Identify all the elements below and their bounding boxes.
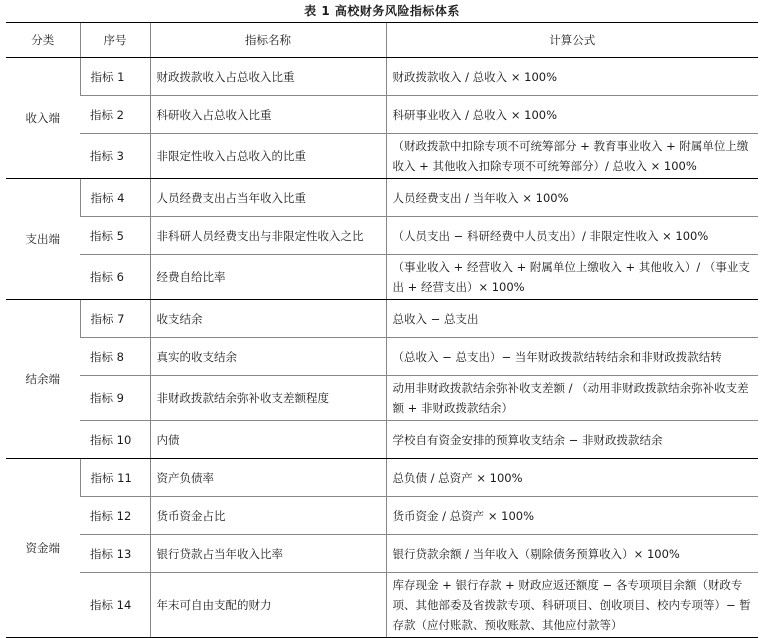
- header-name: 指标名称: [150, 23, 386, 58]
- indicator-name: 年末可自由支配的财力: [150, 573, 386, 638]
- indicator-number: 指标 11: [80, 459, 150, 497]
- table-row: [6, 96, 758, 134]
- indicator-name: 经费自给比率: [150, 255, 386, 300]
- indicator-name: 科研收入占总收入比重: [150, 96, 386, 134]
- table-row: [6, 217, 758, 255]
- indicator-name: 真实的收支结余: [150, 338, 386, 376]
- indicator-number: 指标 5: [80, 217, 150, 255]
- indicator-formula: 总收入 − 总支出: [386, 300, 758, 338]
- indicator-number: 指标 4: [80, 179, 150, 217]
- indicator-formula: 财政拨款收入 / 总收入 × 100%: [386, 58, 758, 96]
- header-category: 分类: [6, 23, 80, 58]
- indicator-formula: 学校自有资金安排的预算收支结余 − 非财政拨款结余: [386, 421, 758, 459]
- table-row: [6, 179, 758, 217]
- indicator-name: 非财政拨款结余弥补收支差额程度: [150, 376, 386, 421]
- table-row: [6, 338, 758, 376]
- indicator-formula: （事业收入 + 经营收入 + 附属单位上缴收入 + 其他收入）/ （事业支出 + 经营支出）× 100%: [386, 255, 758, 300]
- table-row: [6, 255, 758, 300]
- header-formula: 计算公式: [386, 23, 758, 58]
- indicator-name: 银行贷款占当年收入比率: [150, 535, 386, 573]
- indicator-formula: 银行贷款余额 / 当年收入（剔除债务预算收入）× 100%: [386, 535, 758, 573]
- indicator-number: 指标 2: [80, 96, 150, 134]
- indicator-number: 指标 3: [80, 134, 150, 179]
- indicator-formula: 总负债 / 总资产 × 100%: [386, 459, 758, 497]
- indicator-name: 货币资金占比: [150, 497, 386, 535]
- table-row: [6, 573, 758, 638]
- indicator-formula: 货币资金 / 总资产 × 100%: [386, 497, 758, 535]
- table-row: [6, 497, 758, 535]
- risk-indicator-table: [6, 22, 758, 638]
- indicator-name: 非科研人员经费支出与非限定性收入之比: [150, 217, 386, 255]
- indicator-formula: 科研事业收入 / 总收入 × 100%: [386, 96, 758, 134]
- indicator-name: 资产负债率: [150, 459, 386, 497]
- indicator-number: 指标 10: [80, 421, 150, 459]
- indicator-formula: 库存现金 + 银行存款 + 财政应返还额度 − 各专项项目余额（财政专项、其他部委及省拨款专项、科研项目、创收项目、校内专项等）− 暂存款（应付账款、预收账款、其他应付款等）: [386, 573, 758, 638]
- indicator-formula: （财政拨款中扣除专项不可统筹部分 + 教育事业收入 + 附属单位上缴收入 + 其他收入扣除专项不可统筹部分）/ 总收入 × 100%: [386, 134, 758, 179]
- table-row: [6, 134, 758, 179]
- indicator-formula: （总收入 − 总支出）− 当年财政拨款结转结余和非财政拨款结转: [386, 338, 758, 376]
- indicator-number: 指标 7: [80, 300, 150, 338]
- indicator-number: 指标 12: [80, 497, 150, 535]
- indicator-formula: 人员经费支出 / 当年收入 × 100%: [386, 179, 758, 217]
- table-caption: 表 1 高校财务风险指标体系: [304, 4, 460, 18]
- category-cell: 收入端: [6, 58, 80, 179]
- indicator-number: 指标 9: [80, 376, 150, 421]
- indicator-name: 非限定性收入占总收入的比重: [150, 134, 386, 179]
- indicator-formula: （人员支出 − 科研经费中人员支出）/ 非限定性收入 × 100%: [386, 217, 758, 255]
- table-header-row: [6, 23, 758, 58]
- indicator-formula: 动用非财政拨款结余弥补收支差额 / （动用非财政拨款结余弥补收支差额 + 非财政拨款结余）: [386, 376, 758, 421]
- indicator-number: 指标 13: [80, 535, 150, 573]
- table-row: [6, 459, 758, 497]
- indicator-name: 人员经费支出占当年收入比重: [150, 179, 386, 217]
- table-row: [6, 376, 758, 421]
- indicator-number: 指标 6: [80, 255, 150, 300]
- indicator-name: 内债: [150, 421, 386, 459]
- header-number: 序号: [80, 23, 150, 58]
- table-row: [6, 58, 758, 96]
- category-cell: 支出端: [6, 179, 80, 300]
- table-row: [6, 535, 758, 573]
- table-row: [6, 300, 758, 338]
- indicator-name: 收支结余: [150, 300, 386, 338]
- indicator-number: 指标 14: [80, 573, 150, 638]
- indicator-name: 财政拨款收入占总收入比重: [150, 58, 386, 96]
- indicator-number: 指标 8: [80, 338, 150, 376]
- category-cell: 结余端: [6, 300, 80, 459]
- table-row: [6, 421, 758, 459]
- category-cell: 资金端: [6, 459, 80, 638]
- indicator-number: 指标 1: [80, 58, 150, 96]
